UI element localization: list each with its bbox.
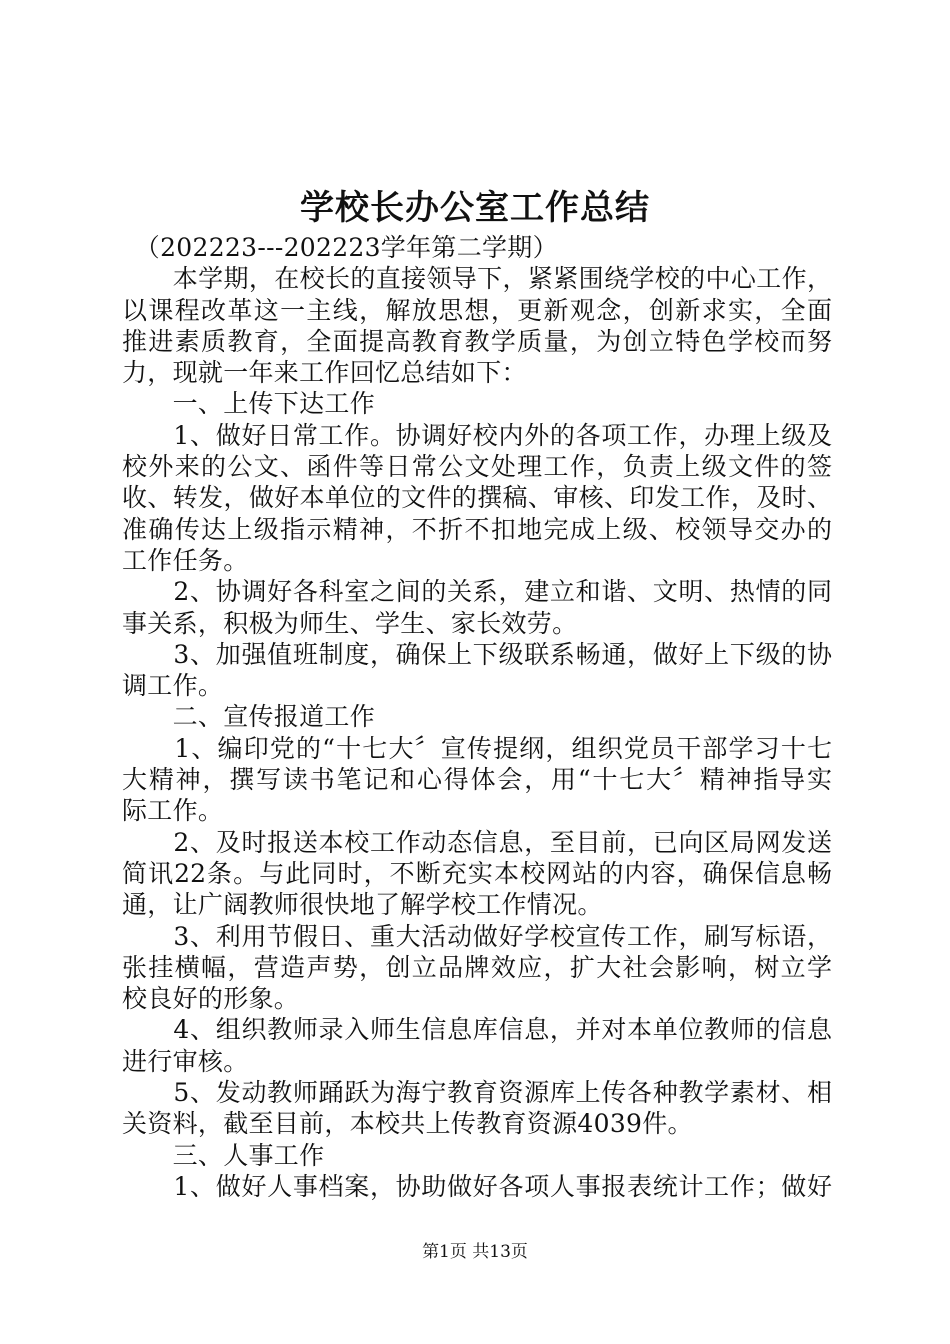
text-line: 工作任务。: [122, 545, 249, 575]
document-body: [122, 232, 832, 1202]
text-line: 4、组织教师录入师生信息库信息，并对本单位教师的信息: [122, 1015, 832, 1045]
text-line: 二、宣传报道工作: [122, 702, 376, 732]
page-footer: 第1页 共13页: [422, 1242, 528, 1262]
text-line: 三、人事工作: [122, 1140, 325, 1170]
text-line: 3、加强值班制度，确保上下级联系畅通，做好上下级的协: [122, 639, 832, 669]
text-line: 进行审核。: [122, 1046, 249, 1076]
text-line: 通，让广阔教师很快地了解学校工作情况。: [122, 890, 603, 920]
text-line: 推进素质教育，全面提高教育教学质量，为创立特色学校而努: [122, 326, 832, 356]
text-line: 一、上传下达工作: [122, 389, 376, 419]
text-line: 3、利用节假日、重大活动做好学校宣传工作，刷写标语，: [122, 921, 832, 951]
text-line: 1、编印党的“十七大〞宣传提纲，组织党员干部学习十七: [122, 733, 832, 763]
text-line: 大精神，撰写读书笔记和心得体会，用“十七大〞精神指导实: [122, 765, 832, 795]
text-line: 事关系，积极为师生、学生、家长效劳。: [122, 608, 578, 638]
text-line: 1、做好人事档案，协助做好各项人事报表统计工作；做好: [122, 1171, 832, 1201]
text-line: 际工作。: [122, 796, 224, 826]
text-line: 校外来的公文、函件等日常公文处理工作，负责上级文件的签: [122, 452, 832, 482]
text-line: 张挂横幅，营造声势，创立品牌效应，扩大社会影响，树立学: [122, 952, 832, 982]
text-line: 简讯22条。与此同时，不断充实本校网站的内容，确保信息畅: [122, 858, 832, 888]
text-line: 1、做好日常工作。协调好校内外的各项工作，办理上级及: [122, 420, 832, 450]
text-line: 以课程改革这一主线，解放思想，更新观念，创新求实，全面: [122, 295, 832, 325]
text-line: 收、转发，做好本单位的文件的撰稿、审核、印发工作，及时、: [122, 483, 832, 513]
text-line: 2、协调好各科室之间的关系，建立和谐、文明、热情的同: [122, 577, 832, 607]
text-line: 准确传达上级指示精神，不折不扣地完成上级、校领导交办的: [122, 514, 832, 544]
text-line: 关资料，截至目前，本校共上传教育资源4039件。: [122, 1109, 693, 1139]
text-line: 5、发动教师踊跃为海宁教育资源库上传各种教学素材、相: [122, 1078, 832, 1108]
text-line: （202223---202223学年第二学期）: [122, 233, 558, 262]
text-line: 本学期，在校长的直接领导下，紧紧围绕学校的中心工作，: [122, 264, 832, 294]
document-title: 学校长办公室工作总结: [300, 188, 650, 228]
text-line: 2、及时报送本校工作动态信息，至目前，已向区局网发送: [122, 827, 832, 857]
text-line: 力，现就一年来工作回忆总结如下：: [122, 358, 527, 388]
text-line: 校良好的形象。: [122, 984, 300, 1014]
text-line: 调工作。: [122, 671, 224, 701]
